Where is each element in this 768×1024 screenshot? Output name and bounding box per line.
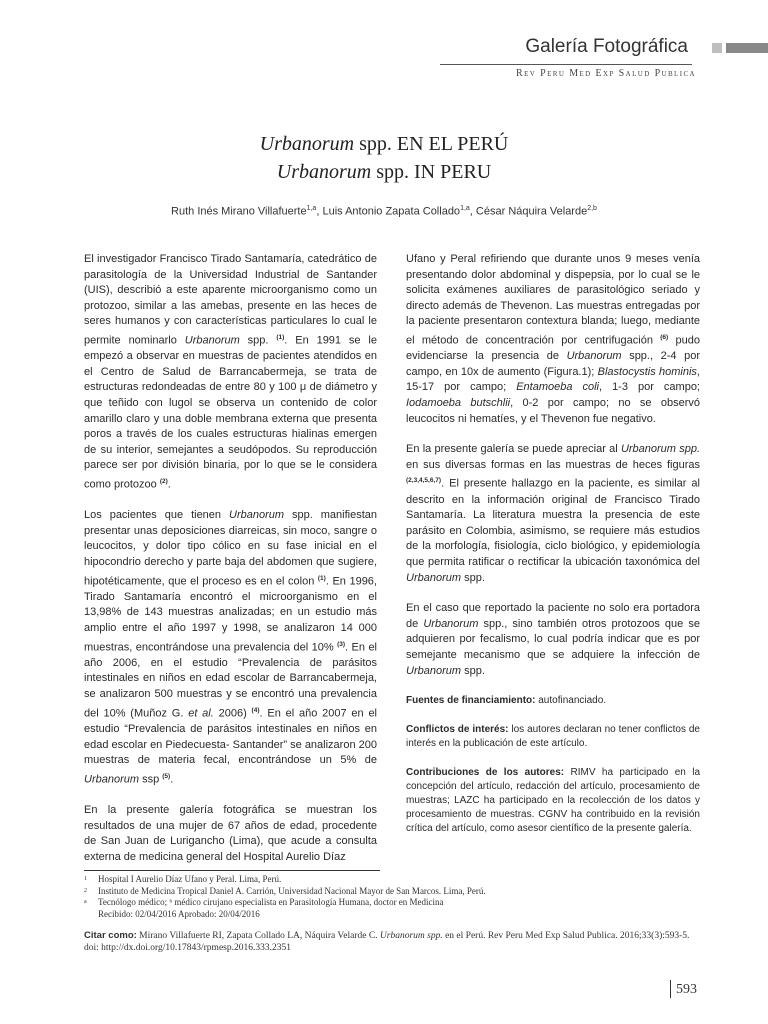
author-name: Luis Antonio Zapata Collado <box>322 205 461 218</box>
title-spanish <box>0 130 768 158</box>
genus-name: Urbanorum <box>229 509 285 522</box>
reference-marker: (1) <box>317 574 326 582</box>
reference-marker: (2) <box>159 477 168 485</box>
text-run: En la presente galería se puede apreciar al <box>406 443 621 456</box>
title-es-rest: spp. EN EL PERÚ <box>354 133 509 155</box>
header-bar-dark <box>726 43 768 53</box>
reference-marker: (3) <box>337 640 346 648</box>
received-dates: Recibido: 02/04/2016 Aprobado: 20/04/2016 <box>98 908 260 919</box>
text-run: 2006) <box>213 707 252 720</box>
author-separator: , <box>316 205 323 218</box>
author-name: César Náquira Velarde <box>475 205 588 218</box>
footnote-text: Tecnólogo médico; ᵇ médico cirujano especialista en Parasitología Humana, doctor en Medicina <box>98 897 444 907</box>
text-run: spp. <box>461 664 485 677</box>
text-run: en sus diversas formas en las muestras de heces figuras <box>406 458 700 471</box>
footnote-mark: 1 <box>84 876 87 882</box>
header-bar-light <box>712 43 722 53</box>
text-run: Los pacientes que tienen <box>84 509 229 522</box>
author-separator: , <box>469 205 476 218</box>
conflicts-label: Conflictos de interés: <box>406 724 509 736</box>
genus-name: Urbanorum <box>566 350 622 363</box>
article-title <box>0 130 768 186</box>
reference-marker: (4) <box>251 706 260 714</box>
text-run: . <box>167 478 171 491</box>
conflicts-text: los autores declaran no tener conflictos de interés en la publicación de este artículo. <box>406 724 700 750</box>
text-run: , 0-2 por campo; no se observó leucocitos ni hematíes, y el Thevenon fue negativo. <box>406 397 701 425</box>
species-name: Blastocystis hominis <box>597 365 697 378</box>
author-affiliation: 1,a <box>460 205 470 212</box>
genus-name: Urbanorum <box>406 571 462 584</box>
genus-name: Urbanorum spp. <box>620 443 700 456</box>
author-name: Ruth Inés Mirano Villafuerte <box>171 205 307 218</box>
footnote <box>84 886 564 898</box>
footnote <box>84 874 564 886</box>
text-run: . <box>170 773 174 786</box>
text-run: . En 1991 se le empezó a observar en muestras de pacientes atendidos en el Centro de Salud de Barrancabermeja, se trata de estructuras redondeadas de entre 80 y 100 μ de diámetro y que teñido con lugol se observa un contenido de color amarillo claro y una doble membrana externa que presenta poros a través de los cuales estructuras hialinas emergen de su interior, semejantes a seudópodos. Su reproducción parece ser por división binaria, por lo que se le considera como protozoo <box>84 334 377 491</box>
footnote-text: Hospital I Aurelio Díaz Ufano y Peral. Lima, Perú. <box>98 874 282 884</box>
title-en-genus: Urbanorum <box>276 161 372 183</box>
body-paragraph <box>84 252 377 493</box>
author-affiliation: 2,b <box>587 205 597 212</box>
author-affiliation: 1,a <box>306 205 317 212</box>
text-run: . En 1996, Tirado Santamaría encontró el microorganismo en el 13,98% de 143 muestras analizadas; en un estudio más amplio entre el año 1997 y 1998, se analizaron 14 000 muestras, encontrándose una prevalencia del 10% <box>84 575 377 654</box>
contributions-text: RIMV ha participado en la concepción del artículo, redacción del artículo, procesamiento de muestras; LAZC ha participado en la recolección de los datos y procesamiento de muestras. CGNV ha contribuido en la revisión crítica del artículo, como asesor científico de la presente galería. <box>406 767 701 835</box>
species-name: Entamoeba coli <box>516 381 599 394</box>
contributions-label: Contribuciones de los autores: <box>406 767 565 779</box>
journal-name: Rev Peru Med Exp Salud Publica <box>516 68 696 79</box>
reference-marker: (2,3,4,5,6,7) <box>406 477 442 485</box>
text-run: spp. manifiestan presentar unas deposiciones diarreicas, sin moco, sangre o leucocitos, y dolor tipo cólico en su fase inicial en el hipocondrio derecho y parte baja del abdomen que sugiere, hipotéticamente, que el proceso es en el colon <box>84 509 377 588</box>
section-title: Galería Fotográfica <box>525 36 688 57</box>
species-name: Iodamoeba butschlii <box>406 397 511 409</box>
citation-label: Citar como: <box>84 930 137 941</box>
conflicts-statement <box>406 723 700 751</box>
text-run: , 15-17 por campo; <box>406 365 700 394</box>
et-al: et al. <box>188 707 214 720</box>
funding-statement <box>406 694 700 708</box>
body-paragraph <box>84 508 377 788</box>
citation <box>84 930 704 954</box>
genus-name: Urbanorum <box>84 773 140 786</box>
text-run: En el caso que reportado la paciente no solo era portadora de <box>406 602 700 630</box>
author-list <box>0 205 768 218</box>
title-es-genus: Urbanorum <box>259 133 355 155</box>
text-run: El investigador Francisco Tirado Santamaría, catedrático de parasitología de la Universidad Industrial de Santander (UIS), describió a este aparente microorganismo como un protozoo, similar a las amebas, presente en las heces de seres humanos y con características particulares lo cual le permite nominarlo <box>84 253 377 347</box>
footnote-rule <box>84 870 380 871</box>
title-english <box>0 158 768 186</box>
left-column <box>84 252 377 880</box>
footnote-mark: 2 <box>84 887 87 894</box>
footnote <box>84 897 564 909</box>
reference-marker: (5) <box>162 772 171 780</box>
body-paragraph <box>406 442 700 586</box>
header-rule <box>440 64 692 65</box>
citation-genus: Urbanorum spp. <box>379 931 443 941</box>
title-en-rest: spp. IN PERU <box>371 161 492 183</box>
text-run: , 1-3 por campo; <box>598 381 700 394</box>
page-number-text: 593 <box>676 982 697 997</box>
footnote-text: Instituto de Medicina Tropical Daniel A. Carrión, Universidad Nacional Mayor de San Marcos. Lima, Perú. <box>98 885 486 896</box>
citation-text: en el Perú. Rev Peru Med Exp Salud Publica. 2016;33(3):593-5. <box>442 931 690 941</box>
genus-name: Urbanorum <box>184 334 240 347</box>
text-run: . El presente hallazgo en la paciente, es similar al descrito en la información original de Francisco Tirado Santamaría. La literatura muestra la presencia de este parásito en Colombia, asimismo, se requiere más estudios de la morfología, fisiología, ciclo biológico, y epidemiología que permita ratificar o rectificar la ubicación taxonómica del <box>406 478 700 568</box>
genus-name: Urbanorum <box>406 664 462 677</box>
footnotes <box>84 874 564 920</box>
contributions-statement <box>406 766 700 836</box>
text-run: spp., sino también otros protozoos que se adquieren por fecalismo, lo cual podría indicar que es por semejante mecanismo que se adquiere la infección de <box>406 617 700 661</box>
body-paragraph <box>406 252 700 427</box>
text-run: pudo evidenciarse la presencia de <box>406 334 700 363</box>
text-run: Ufano y Peral refiriendo que durante unos 9 meses venía presentando dolor abdominal y dispepsia, por lo cual se le solicita exámenes auxiliares de parasitológico seriado y directo además de Thevenon. Las muestras entregadas por la paciente presentaron contextura blanda; luego, mediante el método de concentración por centrifugación <box>406 253 700 347</box>
funding-label: Fuentes de financiamiento: <box>406 695 536 707</box>
text-run: spp. <box>461 571 485 584</box>
reference-marker: (1) <box>276 333 285 341</box>
header-decoration <box>712 43 768 53</box>
body-paragraph <box>406 601 700 679</box>
funding-text: autofinanciado. <box>535 695 607 707</box>
footnote-mark: a <box>84 899 87 905</box>
page-header <box>0 30 768 90</box>
text-run: spp., 2-4 por campo, en 10x de aumento (Figura.1); <box>406 350 700 378</box>
page-number <box>670 982 697 998</box>
genus-name: Urbanorum <box>423 617 479 630</box>
citation-doi[interactable]: doi: http://dx.doi.org/10.17843/rpmesp.2016.333.2351 <box>84 943 291 953</box>
right-column <box>406 252 700 851</box>
text-run: ssp <box>139 773 163 786</box>
citation-text: Mirano Villafuerte RI, Zapata Collado LA, Náquira Velarde C. <box>136 931 380 941</box>
text-run: spp. <box>239 334 277 347</box>
body-paragraph: En la presente galería fotográfica se muestran los resultados de una mujer de 67 años de edad, procedente de San Juan de Lurigancho (Lima), que acude a consulta externa de medicina general del Hospital Aurelio Díaz <box>84 803 377 863</box>
text-run: . En el año 2006, en el estudio “Prevalencia de parásitos intestinales en niños en edad escolar de Barrancabermeja, se analizaron 500 muestras y se encontró una prevalencia del 10% (Muñoz G. <box>84 641 378 720</box>
reference-marker: (6) <box>660 333 669 341</box>
text-run: . En el año 2007 en el estudio “Prevalencia de parásitos intestinales en niños en edad escolar en Piedecuesta- Santander” se analizaron 200 muestras de materia fecal, encontrándose un 5% de <box>84 707 378 767</box>
